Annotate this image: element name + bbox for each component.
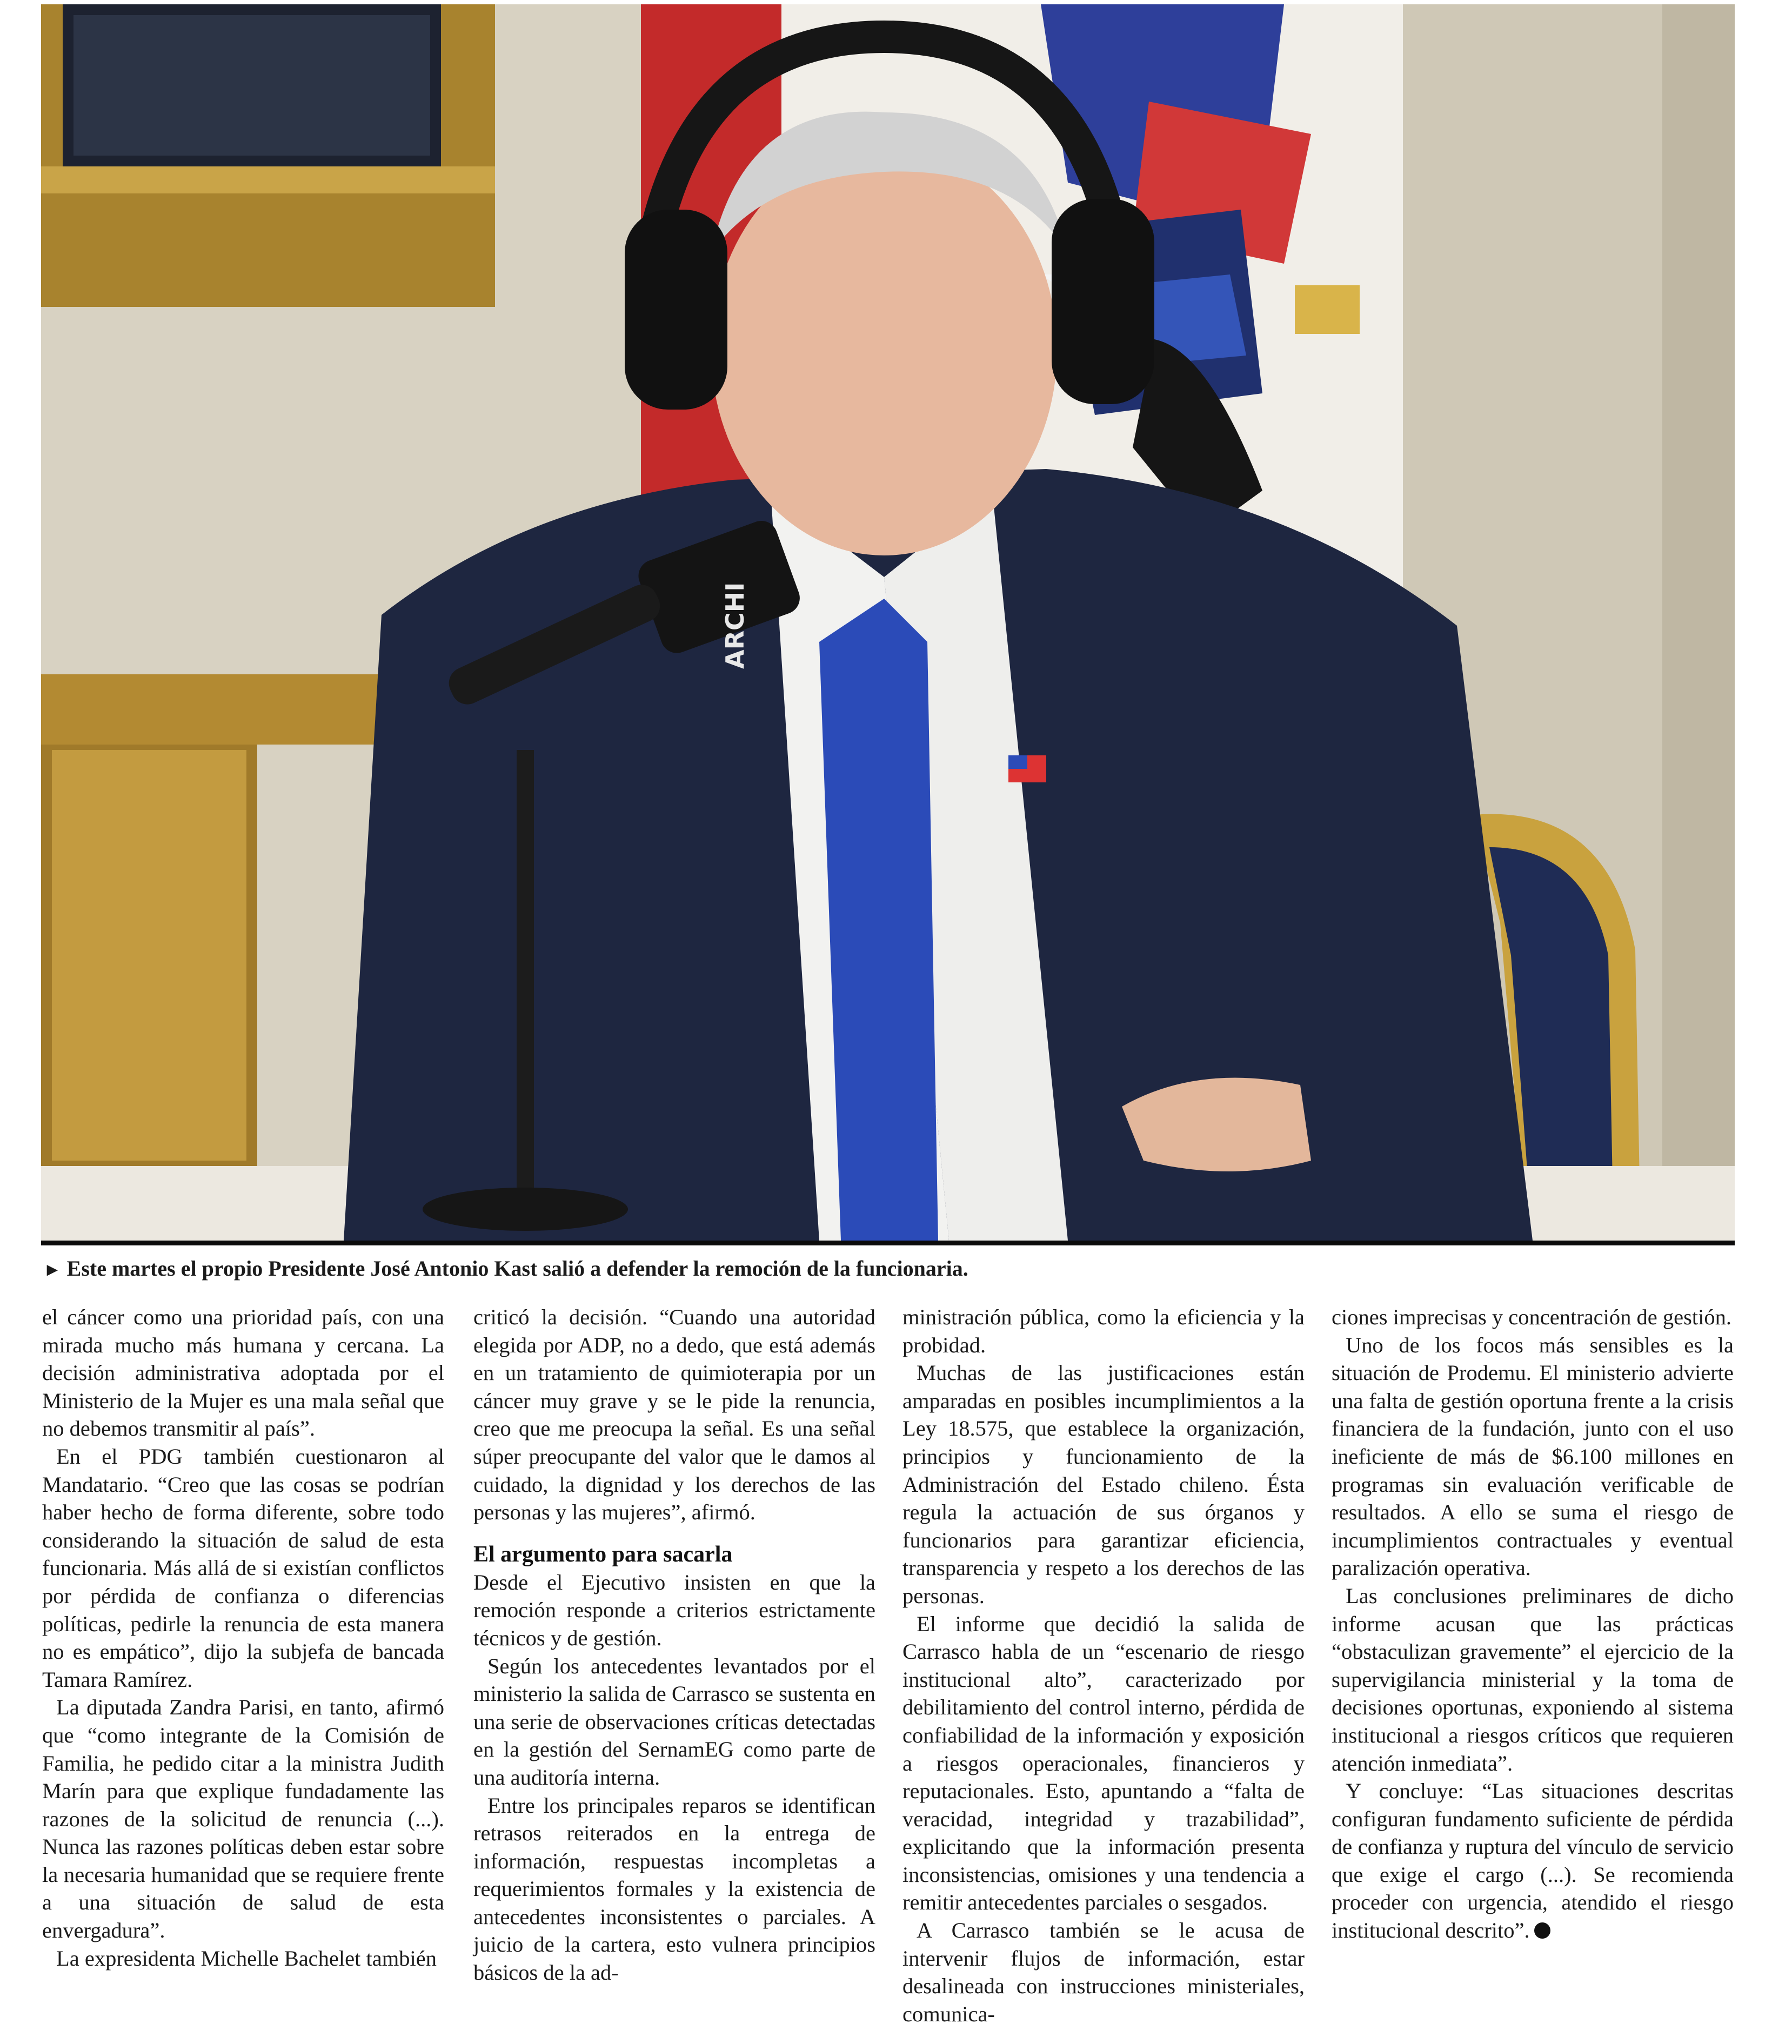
paragraph-text: Y concluye: “Las situaciones descritas configuran fundamento suficiente de pérdida de confianza y ruptura del vínculo de servicio que exige el cargo (...). Se recomienda proceder con urgencia, atendido el riesgo institucional descrito”. <box>1332 1779 1734 1943</box>
paragraph: ministración pública, como la eficiencia y la probidad. <box>902 1305 1305 1357</box>
article-photo <box>41 4 1735 1241</box>
paragraph: Desde el Ejecutivo insisten en que la remoción responde a criterios estrictamente técnicos y de gestión. <box>473 1570 875 1650</box>
article-column-2 <box>473 1303 875 2006</box>
paragraph: A Carrasco también se le acusa de intervenir flujos de información, estar desalineada con instrucciones ministeriales, comunica- <box>902 1918 1305 2026</box>
microphone-brand-label: ARCHI <box>720 582 750 669</box>
section-heading: El argumento para sacarla <box>473 1542 733 1567</box>
paragraph: Según los antecedentes levantados por el ministerio la salida de Carrasco se sustenta en una serie de observaciones críticas detectadas en la gestión del SernamEG como parte de una auditoría interna. <box>473 1653 875 1790</box>
photo-bottom-rule <box>41 1241 1735 1245</box>
paragraph: ciones imprecisas y concentración de gestión. <box>1332 1305 1731 1329</box>
paragraph: Las conclusiones preliminares de dicho informe acusan que las prácticas “obstaculizan gravemente” el ejercicio de la supervigilancia ministerial y la toma de decisiones oportunas, exponiendo al sistema institucional a riesgos críticos que requieren atención inmediata”. <box>1332 1583 1734 1775</box>
paragraph: Muchas de las justificaciones están amparadas en posibles incumplimientos a la Ley 18.575, que establece la organización, principios y funcionamiento de la Administración del Estado chileno. Ésta regula la actuación de sus órganos y funcionarios para garantizar eficiencia, transparencia y respeto a los derechos de las personas. <box>902 1361 1305 1608</box>
end-of-article-icon <box>1534 1922 1550 1939</box>
paragraph: La diputada Zandra Parisi, en tanto, afirmó que “como integrante de la Comisión de Familia, he pedido citar a la ministra Judith Marín para que explique fundadamente las razones de la solicitud de renuncia (...). Nunca las razones políticas deben estar sobre la necesaria humanidad que se requiere frente a una situación de salud de esta envergadura”. <box>42 1695 444 1943</box>
paragraph: criticó la decisión. “Cuando una autoridad elegida por ADP, no a dedo, que está además en un tratamiento de quimioterapia por un cáncer muy grave y se le pide la renuncia, creo que me preocupa la señal. Es una señal súper preocupante del valor que le damos al cuidado, la dignidad y los derechos de las personas y las mujeres”, afirmó. <box>473 1305 875 1525</box>
caption-arrow-icon: ► <box>43 1260 62 1280</box>
article-column-3 <box>902 1303 1305 2026</box>
closing-paragraph <box>1332 1777 1734 1945</box>
paragraph: Entre los principales reparos se identifican retrasos reiterados en la entrega de información, respuestas incompletas a requerimientos formales y la existencia de antecedentes inconsistentes o parciales. A juicio de la cartera, esto vulnera principios básicos de la ad- <box>473 1793 875 1985</box>
paragraph: En el PDG también cuestionaron al Mandatario. “Creo que las cosas se podrían haber hecho de forma diferente, sobre todo considerando la situación de salud de esta funcionaria. Más allá de si existían conflictos por pérdida de confianza o diferencias políticas, pedirle la renuncia de esta manera no es empático”, dijo la subjefa de bancada Tamara Ramírez. <box>42 1444 444 1692</box>
paragraph: El informe que decidió la salida de Carrasco habla de un “escenario de riesgo institucional alto”, caracterizado por debilitamiento del control interno, pérdida de confiabilidad de la información y exposición a riesgos operacionales, financieros y reputacionales. Esto, apuntando a “falta de veracidad, integridad y trazabilidad”, explicitando que la información presenta inconsistencias, omisiones y una tendencia a remitir antecedentes parciales o sesgados. <box>902 1611 1305 1915</box>
article-column-4 <box>1332 1303 1734 2006</box>
paragraph: el cáncer como una prioridad país, con una mirada mucho más humana y cercana. La decisión administrativa adoptada por el Ministerio de la Mujer es una mala señal que no debemos transmitir al país”. <box>42 1305 444 1441</box>
photo-caption <box>43 1252 1719 1286</box>
caption-text: Este martes el propio Presidente José Antonio Kast salió a defender la remoción de la funcionaria. <box>66 1256 968 1281</box>
paragraph: La expresidenta Michelle Bachelet también <box>56 1946 437 1971</box>
article-column-1 <box>42 1303 444 2006</box>
paragraph: Uno de los focos más sensibles es la situación de Prodemu. El ministerio advierte una falta de gestión oportuna frente a la crisis financiera de la fundación, junto con el uso ineficiente de más de $6.100 millones en programas sin evaluación verificable de resultados. A ello se suma el riesgo de incumplimientos contractuales y eventual paralización operativa. <box>1332 1332 1734 1580</box>
